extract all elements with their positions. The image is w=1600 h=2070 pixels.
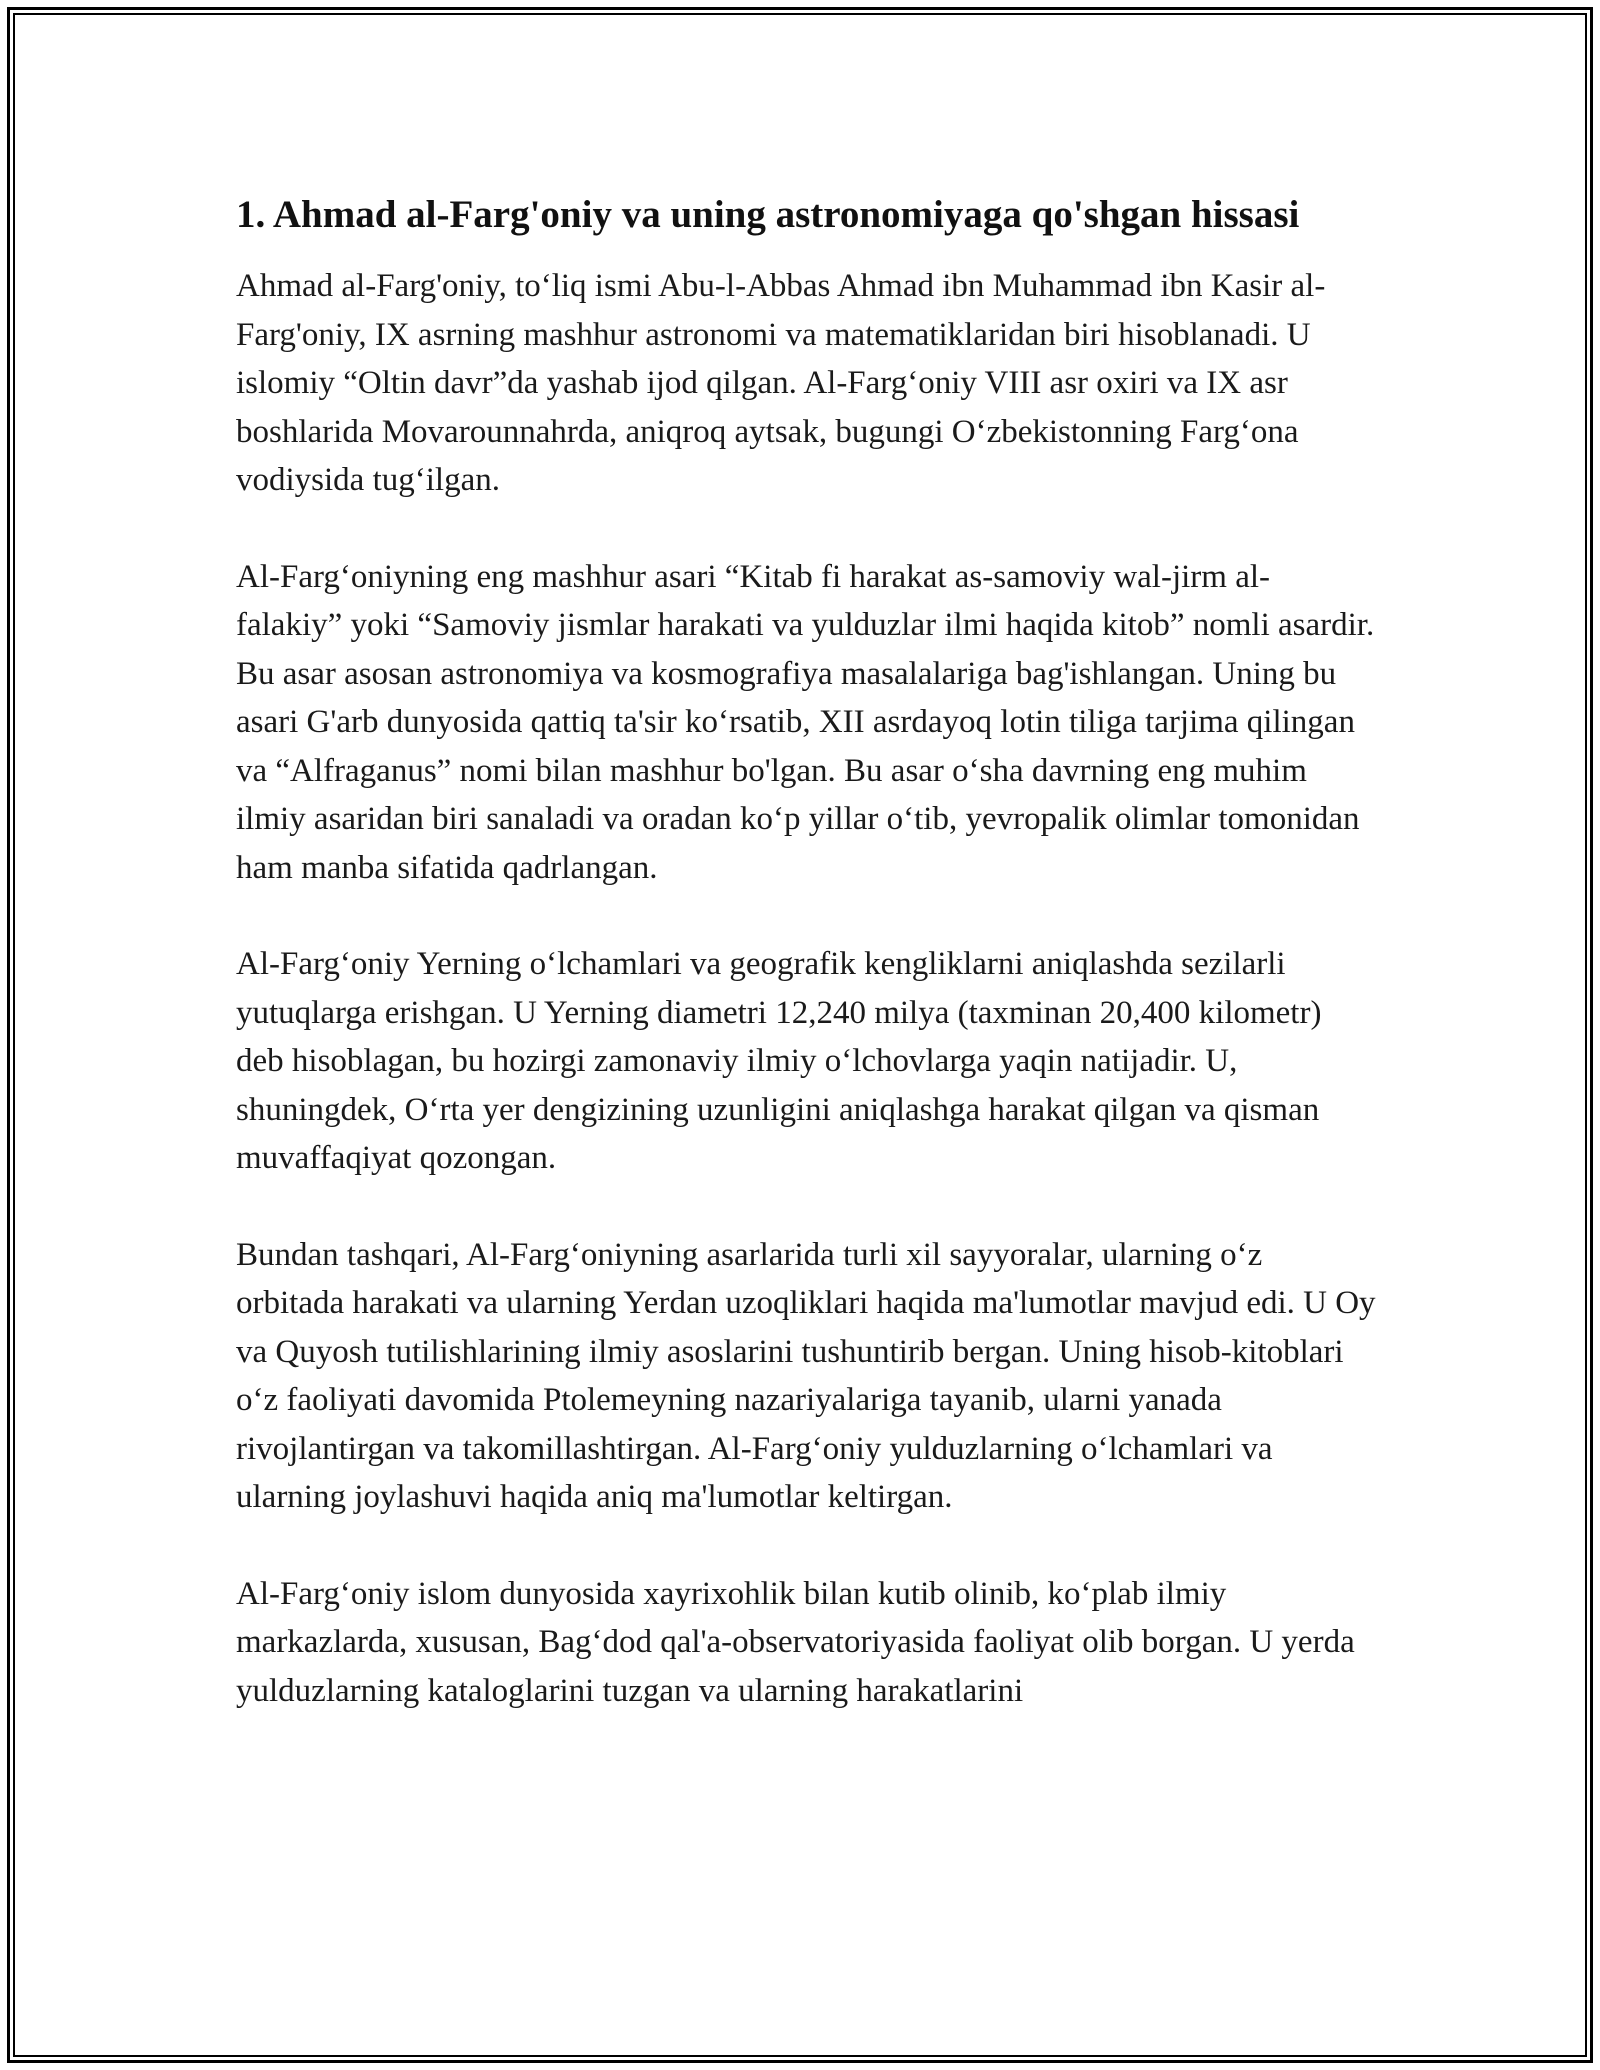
document-body xyxy=(236,188,1376,1763)
paragraph-main-work: Al-Farg‘oniyning eng mashhur asari “Kitab fi harakat as-samoviy wal-jirm al-falakiy” yoki “Samoviy jismlar harakati va yulduzlar ilmi haqida kitob” nomli asardir. Bu asar asosan astronomiya va kosmografiya masalalariga bag'ishlangan. Uning bu asari G'arb dunyosida qattiq ta'sir ko‘rsatib, XII asrdayoq lotin tiliga tarjima qilingan va “Alfraganus” nomi bilan mashhur bo'lgan. Bu asar o‘sha davrning eng muhim ilmiy asaridan biri sanaladi va oradan ko‘p yillar o‘tib, yevropalik olimlar tomonidan ham manba sifatida qadrlangan. xyxy=(236,558,1375,886)
paragraph-baghdad: Al-Farg‘oniy islom dunyosida xayrixohlik bilan kutib olinib, ko‘plab ilmiy markazlarda, xususan, Bag‘dod qal'a-observatoriyasida faoliyat olib borgan. U yerda yulduzlarning kataloglarini tuzgan va ularning harakatlarini xyxy=(236,1575,1355,1709)
paragraph-earth-measurements: Al-Farg‘oniy Yerning o‘lchamlari va geografik kengliklarni aniqlashda sezilarli yutuqlarga erishgan. U Yerning diametri 12,240 milya (taxminan 20,400 kilometr) deb hisoblagan, bu hozirgi zamonaviy ilmiy o‘lchovlarga yaqin natijadir. U, shuningdek, O‘rta yer dengizining uzunligini aniqlashga harakat qilgan va qisman muvaffaqiyat qozongan. xyxy=(236,946,1322,1176)
paragraph-planets: Bundan tashqari, Al-Farg‘oniyning asarlarida turli xil sayyoralar, ularning o‘z orbitada harakati va ularning Yerdan uzoqliklari haqida ma'lumotlar mavjud edi. U Oy va Quyosh tutilishlarining ilmiy asoslarini tushuntirib bergan. Uning hisob-kitoblari o‘z faoliyati davomida Ptolemeyning nazariyalariga tayanib, ularni yanada rivojlantirgan va takomillashtirgan. Al-Farg‘oniy yulduzlarning o‘lchamlari va ularning joylashuvi haqida aniq ma'lumotlar keltirgan. xyxy=(236,1236,1376,1515)
section-heading: 1. Ahmad al-Farg'oniy va uning astronomiyaga qo'shgan hissasi xyxy=(236,193,1300,236)
paragraph-intro: Ahmad al-Farg'oniy, to‘liq ismi Abu-l-Abbas Ahmad ibn Muhammad ibn Kasir al-Farg'oniy, IX asrning mashhur astronomi va matematiklaridan biri hisoblanadi. U islomiy “Oltin davr”da yashab ijod qilgan. Al-Farg‘oniy VIII asr oxiri va IX asr boshlarida Movarounnahrda, aniqroq aytsak, bugungi O‘zbekistonning Farg‘ona vodiysida tug‘ilgan. xyxy=(236,268,1326,498)
